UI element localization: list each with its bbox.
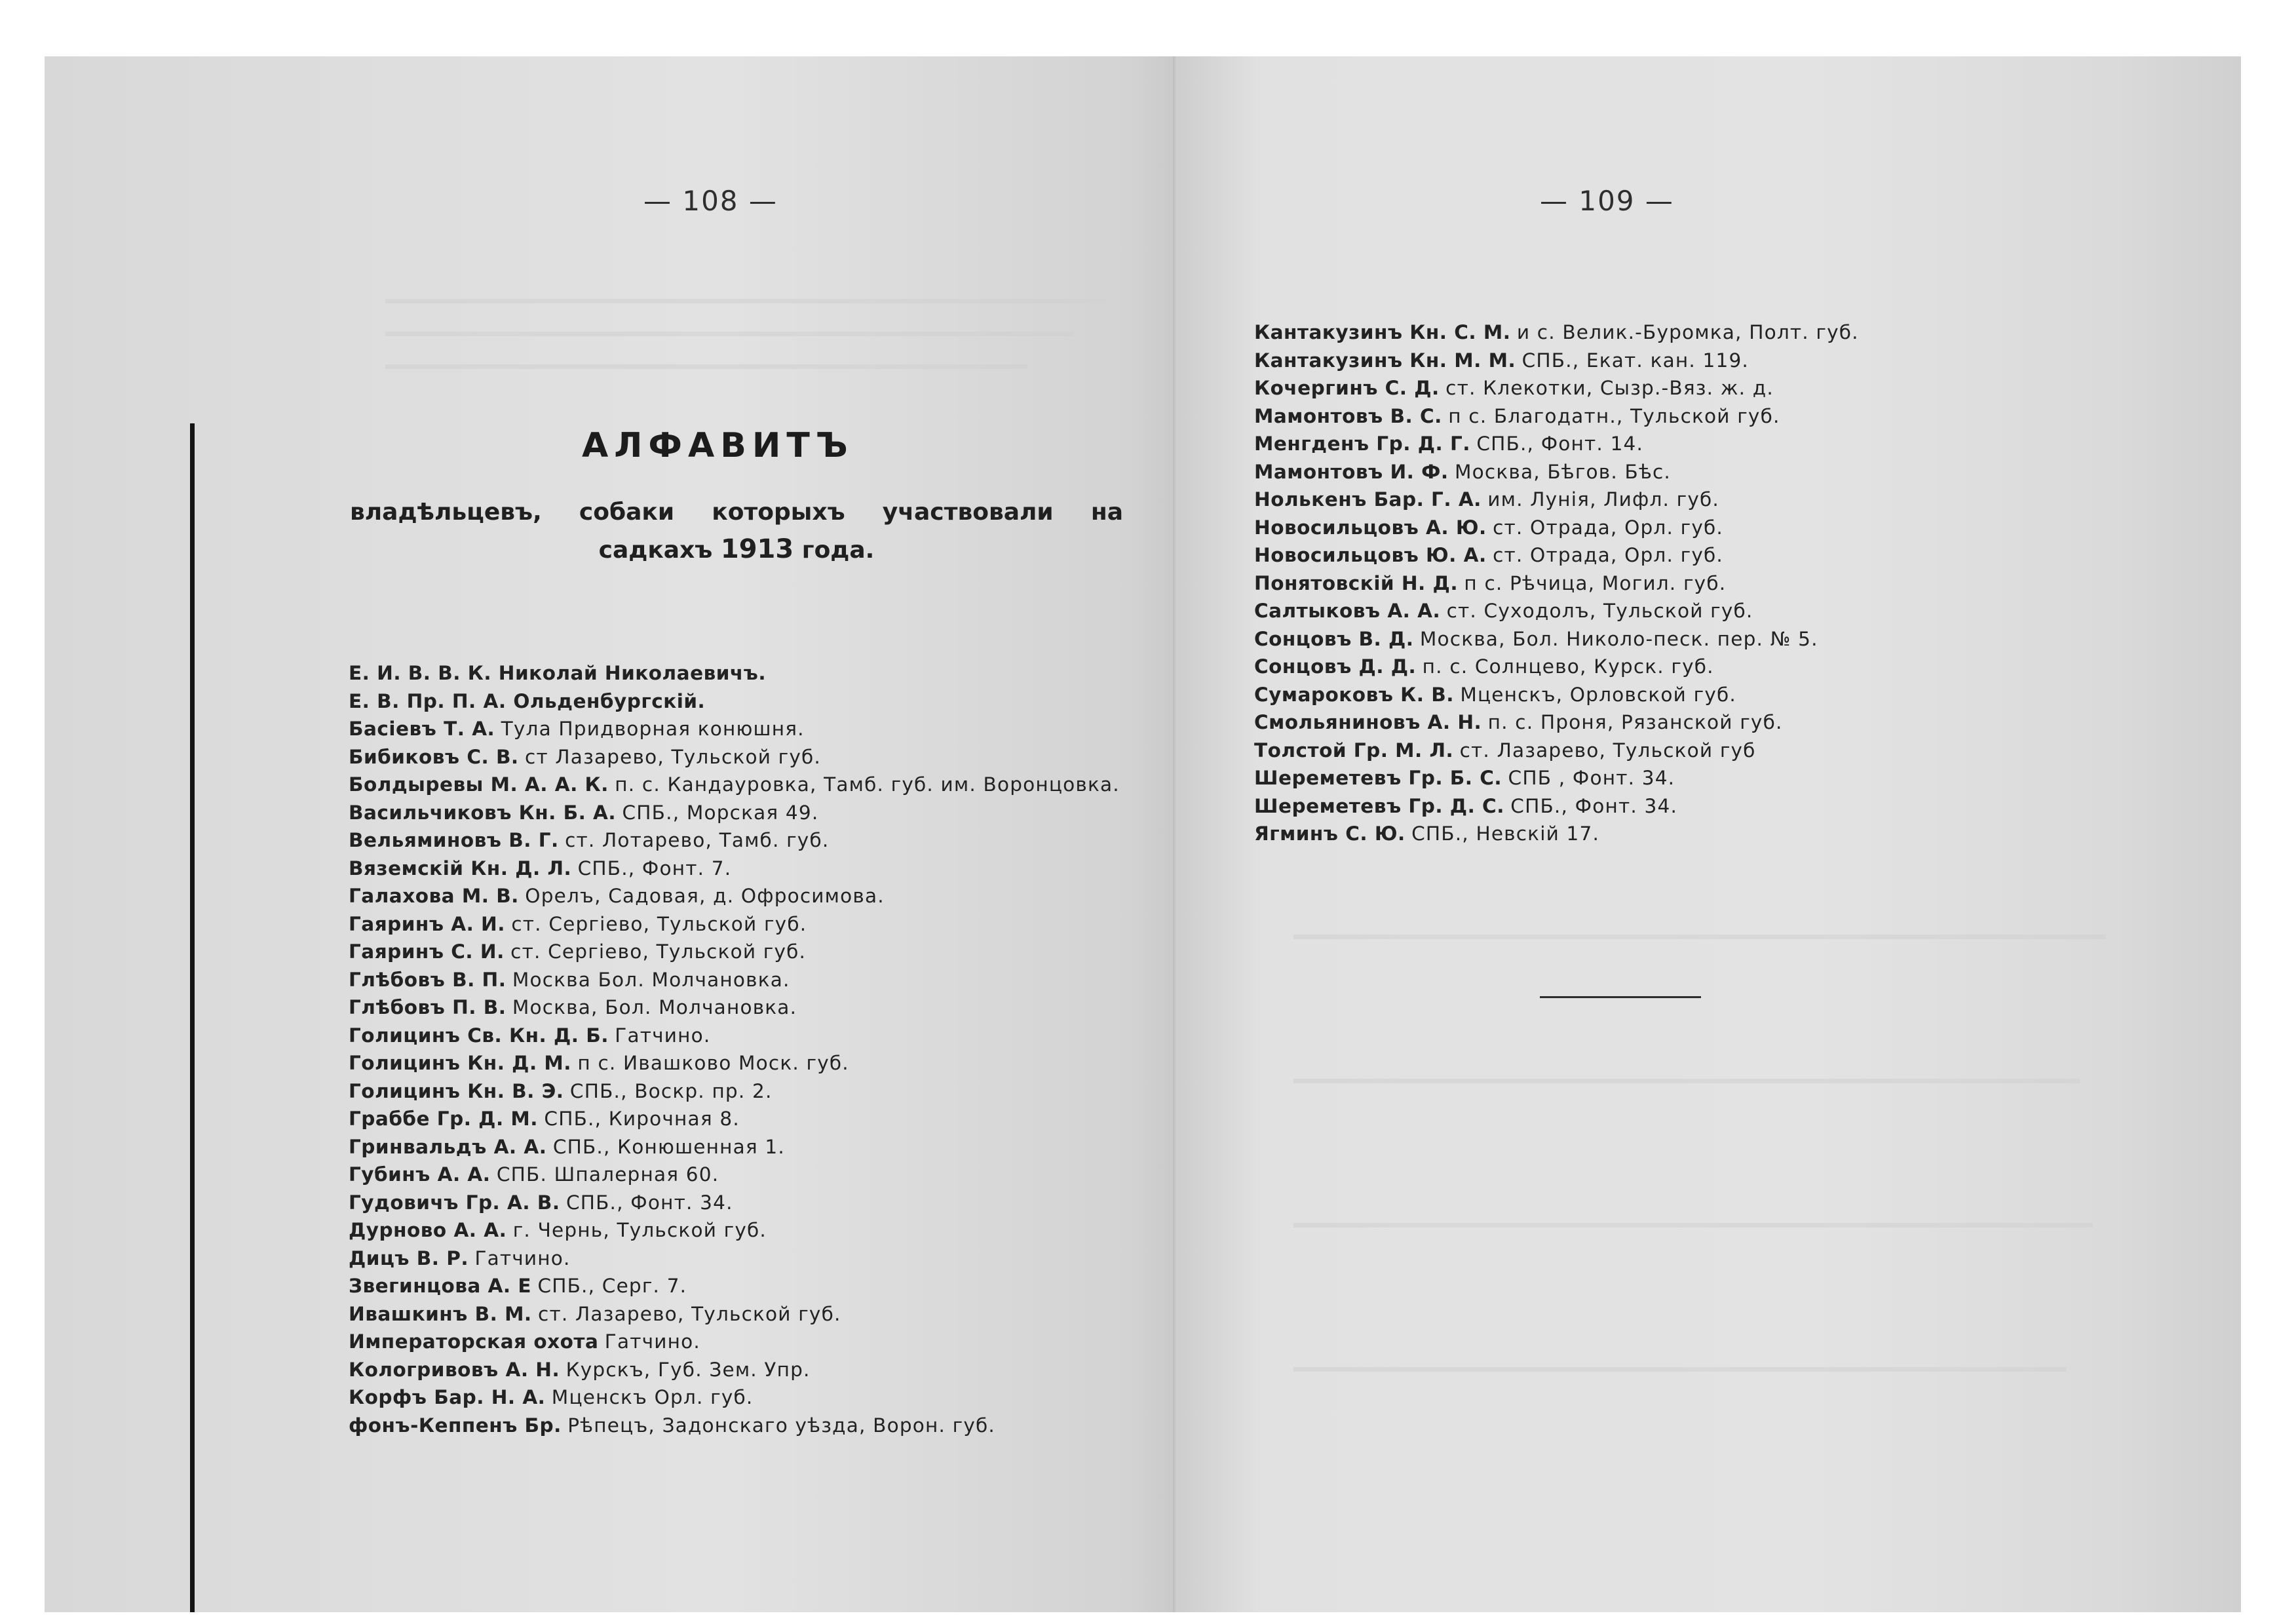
list-item <box>349 771 1176 799</box>
owner-address: СПБ., Конюшенная 1. <box>552 1135 785 1158</box>
owner-name: Болдыревы М. А. А. К. <box>349 773 609 796</box>
owner-name: Дурново А. А. <box>349 1219 507 1241</box>
page-title: АЛФАВИТЪ <box>582 426 854 465</box>
owner-address: СПБ., Воскр. пр. 2. <box>569 1079 773 1102</box>
list-item <box>349 1077 1176 1106</box>
owner-name: Ягминъ С. Ю. <box>1254 822 1406 845</box>
list-item <box>1254 653 1859 681</box>
owner-address: СПБ., Серг. 7. <box>537 1275 687 1297</box>
owner-address: ст. Отрада, Орл. губ. <box>1493 544 1723 566</box>
owner-address: СПБ., Морская 49. <box>622 801 819 824</box>
list-item <box>1254 486 1859 514</box>
owner-name: Ивашкинъ В. М. <box>349 1302 532 1325</box>
list-item <box>349 1328 1176 1356</box>
owner-name: Басіевъ Т. А. <box>349 718 495 740</box>
bleed-through-mark <box>1293 1079 2080 1083</box>
owner-name: Корфъ Бар. Н. А. <box>349 1386 546 1408</box>
owner-name: Галахова М. В. <box>349 885 519 907</box>
owner-address: СПБ., Фонт. 34. <box>1510 794 1678 817</box>
list-item <box>1254 514 1859 542</box>
owner-name: Гаяринъ С. И. <box>349 940 505 963</box>
list-item <box>349 910 1176 938</box>
bleed-through-mark <box>1293 1367 2067 1372</box>
owner-address: СПБ., Кирочная 8. <box>544 1108 740 1130</box>
owner-name: Голицинъ Св. Кн. Д. Б. <box>349 1024 609 1047</box>
owner-address: СПБ., Невскій 17. <box>1411 822 1600 845</box>
owner-address: ст. Отрада, Орл. губ. <box>1493 516 1723 539</box>
owner-name: Дицъ В. Р. <box>349 1247 469 1269</box>
owner-name: Глѣбовъ П. В. <box>349 996 507 1018</box>
owner-address: ст. Лазарево, Тульской губ <box>1459 739 1756 762</box>
owner-address: и с. Велик.-Буромка, Полт. губ. <box>1516 321 1859 343</box>
left-page <box>45 56 1176 1612</box>
owner-address: п с. Рѣчица, Могил. губ. <box>1464 571 1727 594</box>
owner-name: Шереметевъ Гр. Б. С. <box>1254 767 1502 789</box>
owner-name: Понятовскій Н. Д. <box>1254 571 1459 594</box>
list-item <box>349 938 1176 966</box>
list-item <box>349 1383 1176 1412</box>
owner-name: Салтыковъ А. А. <box>1254 600 1441 622</box>
owner-address: ст. Сергіево, Тульской губ. <box>510 940 807 963</box>
list-item <box>1254 625 1859 653</box>
owner-address: ст. Лотарево, Тамб. губ. <box>565 829 830 851</box>
owner-name: Сумароковъ К. В. <box>1254 683 1454 706</box>
owner-name: Граббе Гр. Д. М. <box>349 1108 538 1130</box>
list-item <box>349 1105 1176 1133</box>
list-item <box>349 855 1176 883</box>
subtitle-suffix: года. <box>801 537 875 564</box>
list-item <box>349 1022 1176 1050</box>
owner-name: Новосильцовъ А. Ю. <box>1254 516 1487 539</box>
bleed-through-mark <box>1293 935 2106 939</box>
scanned-book-spread <box>45 56 2241 1612</box>
list-item <box>349 826 1176 855</box>
list-item <box>349 1216 1176 1245</box>
list-item <box>349 1300 1176 1328</box>
owner-address: п. с. Солнцево, Курск. губ. <box>1422 655 1714 678</box>
owner-address: Мценскъ, Орловской губ. <box>1460 683 1736 706</box>
owner-address: ст. Лазарево, Тульской губ. <box>538 1302 841 1325</box>
page-number: — 109 — <box>1540 185 1674 217</box>
owner-name: Звегинцова А. Е <box>349 1275 532 1297</box>
owner-address: п. с. Кандауровка, Тамб. губ. им. Воронцовка. <box>615 773 1120 796</box>
owner-name: Вельяминовъ В. Г. <box>349 829 559 851</box>
list-item <box>1254 737 1859 765</box>
list-item <box>349 743 1176 771</box>
owner-address: СПБ., Фонт. 14. <box>1476 433 1644 455</box>
list-item <box>349 687 1176 716</box>
owner-name: Голицинъ Кн. Д. М. <box>349 1052 571 1074</box>
owner-address: Мценскъ Орл. губ. <box>551 1386 754 1408</box>
owner-address: г. Чернь, Тульской губ. <box>512 1219 767 1241</box>
subtitle-year: 1913 <box>720 534 794 564</box>
owner-list-left <box>349 659 1176 1439</box>
owner-address: Москва Бол. Молчановка. <box>512 968 790 991</box>
bleed-through-mark <box>385 332 1073 336</box>
owner-name: фонъ-Кеппенъ Бр. <box>349 1414 562 1437</box>
owner-name: Кантакузинъ Кн. М. М. <box>1254 349 1516 372</box>
owner-address: Москва, Бѣгов. Бѣс. <box>1455 460 1671 483</box>
list-item <box>1254 541 1859 570</box>
owner-name: Смольяниновъ А. Н. <box>1254 711 1482 733</box>
owner-name: Императорская охота <box>349 1330 599 1353</box>
owner-name: Мамонтовъ В. С. <box>1254 404 1442 427</box>
owner-name: Новосильцовъ Ю. А. <box>1254 544 1487 566</box>
list-item <box>1254 708 1859 737</box>
bleed-through-mark <box>1293 1223 2093 1228</box>
list-item <box>1254 792 1859 821</box>
list-item <box>1254 458 1859 486</box>
list-item <box>1254 570 1859 598</box>
list-item <box>1254 347 1859 375</box>
list-item <box>349 799 1176 827</box>
owner-name: Кочергинъ С. Д. <box>1254 377 1440 399</box>
owner-address: СПБ., Екат. кан. 119. <box>1521 349 1750 372</box>
owner-name: Мамонтовъ И. Ф. <box>1254 460 1449 483</box>
owner-address: Курскъ, Губ. Зем. Упр. <box>565 1358 811 1381</box>
list-item <box>1254 820 1859 848</box>
list-item <box>1254 319 1859 347</box>
owner-address: СПБ , Фонт. 34. <box>1508 767 1675 789</box>
page-left-edge-line <box>190 423 195 1612</box>
list-item <box>1254 597 1859 625</box>
owner-address: Тула Придворная конюшня. <box>501 718 805 740</box>
owner-address: Орелъ, Садовая, д. Офросимова. <box>525 885 885 907</box>
subtitle-text: владѣльцевъ, собаки которыхъ участвовали на садкахъ <box>350 499 1123 564</box>
bleed-through-mark <box>385 299 1106 303</box>
owner-address: п с. Благодатн., Тульской губ. <box>1448 404 1780 427</box>
list-item <box>349 1189 1176 1217</box>
owner-name: Гринвальдъ А. А. <box>349 1135 547 1158</box>
owner-address: ст Лазарево, Тульской губ. <box>525 745 821 768</box>
owner-name: Губинъ А. А. <box>349 1163 491 1186</box>
owner-address: Москва, Бол. Молчановка. <box>512 996 797 1018</box>
list-item <box>1254 374 1859 402</box>
list-item <box>349 966 1176 994</box>
owner-address: Рѣпецъ, Задонскаго уѣзда, Ворон. губ. <box>567 1414 995 1437</box>
owner-name: Менгденъ Гр. Д. Г. <box>1254 433 1470 455</box>
owner-address: ст. Клекотки, Сызр.-Вяз. ж. д. <box>1445 377 1774 399</box>
list-item <box>1254 430 1859 458</box>
owner-name: Шереметевъ Гр. Д. С. <box>1254 794 1504 817</box>
list-item <box>349 715 1176 743</box>
owner-name: Вяземскій Кн. Д. Л. <box>349 857 572 880</box>
list-item <box>349 1272 1176 1300</box>
list-item <box>349 1412 1176 1440</box>
owner-address: СПБ. Шпалерная 60. <box>496 1163 719 1186</box>
owner-name: Е. И. В. В. К. Николай Николаевичъ. <box>349 662 767 684</box>
bleed-through-mark <box>385 364 1027 369</box>
owner-address: ст. Суходолъ, Тульской губ. <box>1446 600 1753 622</box>
owner-name: Толстой Гр. М. Л. <box>1254 739 1454 762</box>
owner-name: Глѣбовъ В. П. <box>349 968 507 991</box>
list-item <box>349 659 1176 687</box>
owner-address: им. Лунія, Лифл. губ. <box>1487 488 1719 511</box>
list-item <box>349 1049 1176 1077</box>
owner-name: Сонцовъ Д. Д. <box>1254 655 1417 678</box>
owner-list-right <box>1254 319 1859 848</box>
list-item <box>1254 402 1859 431</box>
owner-address: СПБ., Фонт. 7. <box>577 857 732 880</box>
owner-address: Москва, Бол. Николо-песк. пер. № 5. <box>1419 627 1818 650</box>
owner-name: Кантакузинъ Кн. С. М. <box>1254 321 1511 343</box>
owner-name: Нолькенъ Бар. Г. А. <box>1254 488 1482 511</box>
owner-address: Гатчино. <box>604 1330 700 1353</box>
owner-address: Гатчино. <box>615 1024 711 1047</box>
owner-name: Голицинъ Кн. В. Э. <box>349 1079 564 1102</box>
page-number: — 108 — <box>643 185 778 217</box>
list-item <box>349 994 1176 1022</box>
list-item <box>349 1161 1176 1189</box>
owner-name: Гудовичъ Гр. А. В. <box>349 1191 560 1214</box>
owner-address: ст. Сергіево, Тульской губ. <box>511 912 807 935</box>
owner-address: п с. Ивашково Моск. губ. <box>577 1052 849 1074</box>
list-item <box>349 1356 1176 1384</box>
section-divider <box>1540 996 1701 998</box>
owner-name: Сонцовъ В. Д. <box>1254 627 1414 650</box>
list-item <box>349 1245 1176 1273</box>
owner-address: СПБ., Фонт. 34. <box>565 1191 733 1214</box>
owner-address: п. с. Проня, Рязанской губ. <box>1487 711 1783 733</box>
owner-name: Е. В. Пр. П. А. Ольденбургскій. <box>349 689 706 712</box>
page-subtitle <box>350 494 1123 569</box>
owner-name: Васильчиковъ Кн. Б. А. <box>349 801 617 824</box>
list-item <box>1254 681 1859 709</box>
owner-name: Кологривовъ А. Н. <box>349 1358 560 1381</box>
list-item <box>349 882 1176 910</box>
owner-name: Гаяринъ А. И. <box>349 912 505 935</box>
owner-address: Гатчино. <box>474 1247 571 1269</box>
owner-name: Бибиковъ С. В. <box>349 745 519 768</box>
list-item <box>1254 764 1859 792</box>
list-item <box>349 1133 1176 1161</box>
